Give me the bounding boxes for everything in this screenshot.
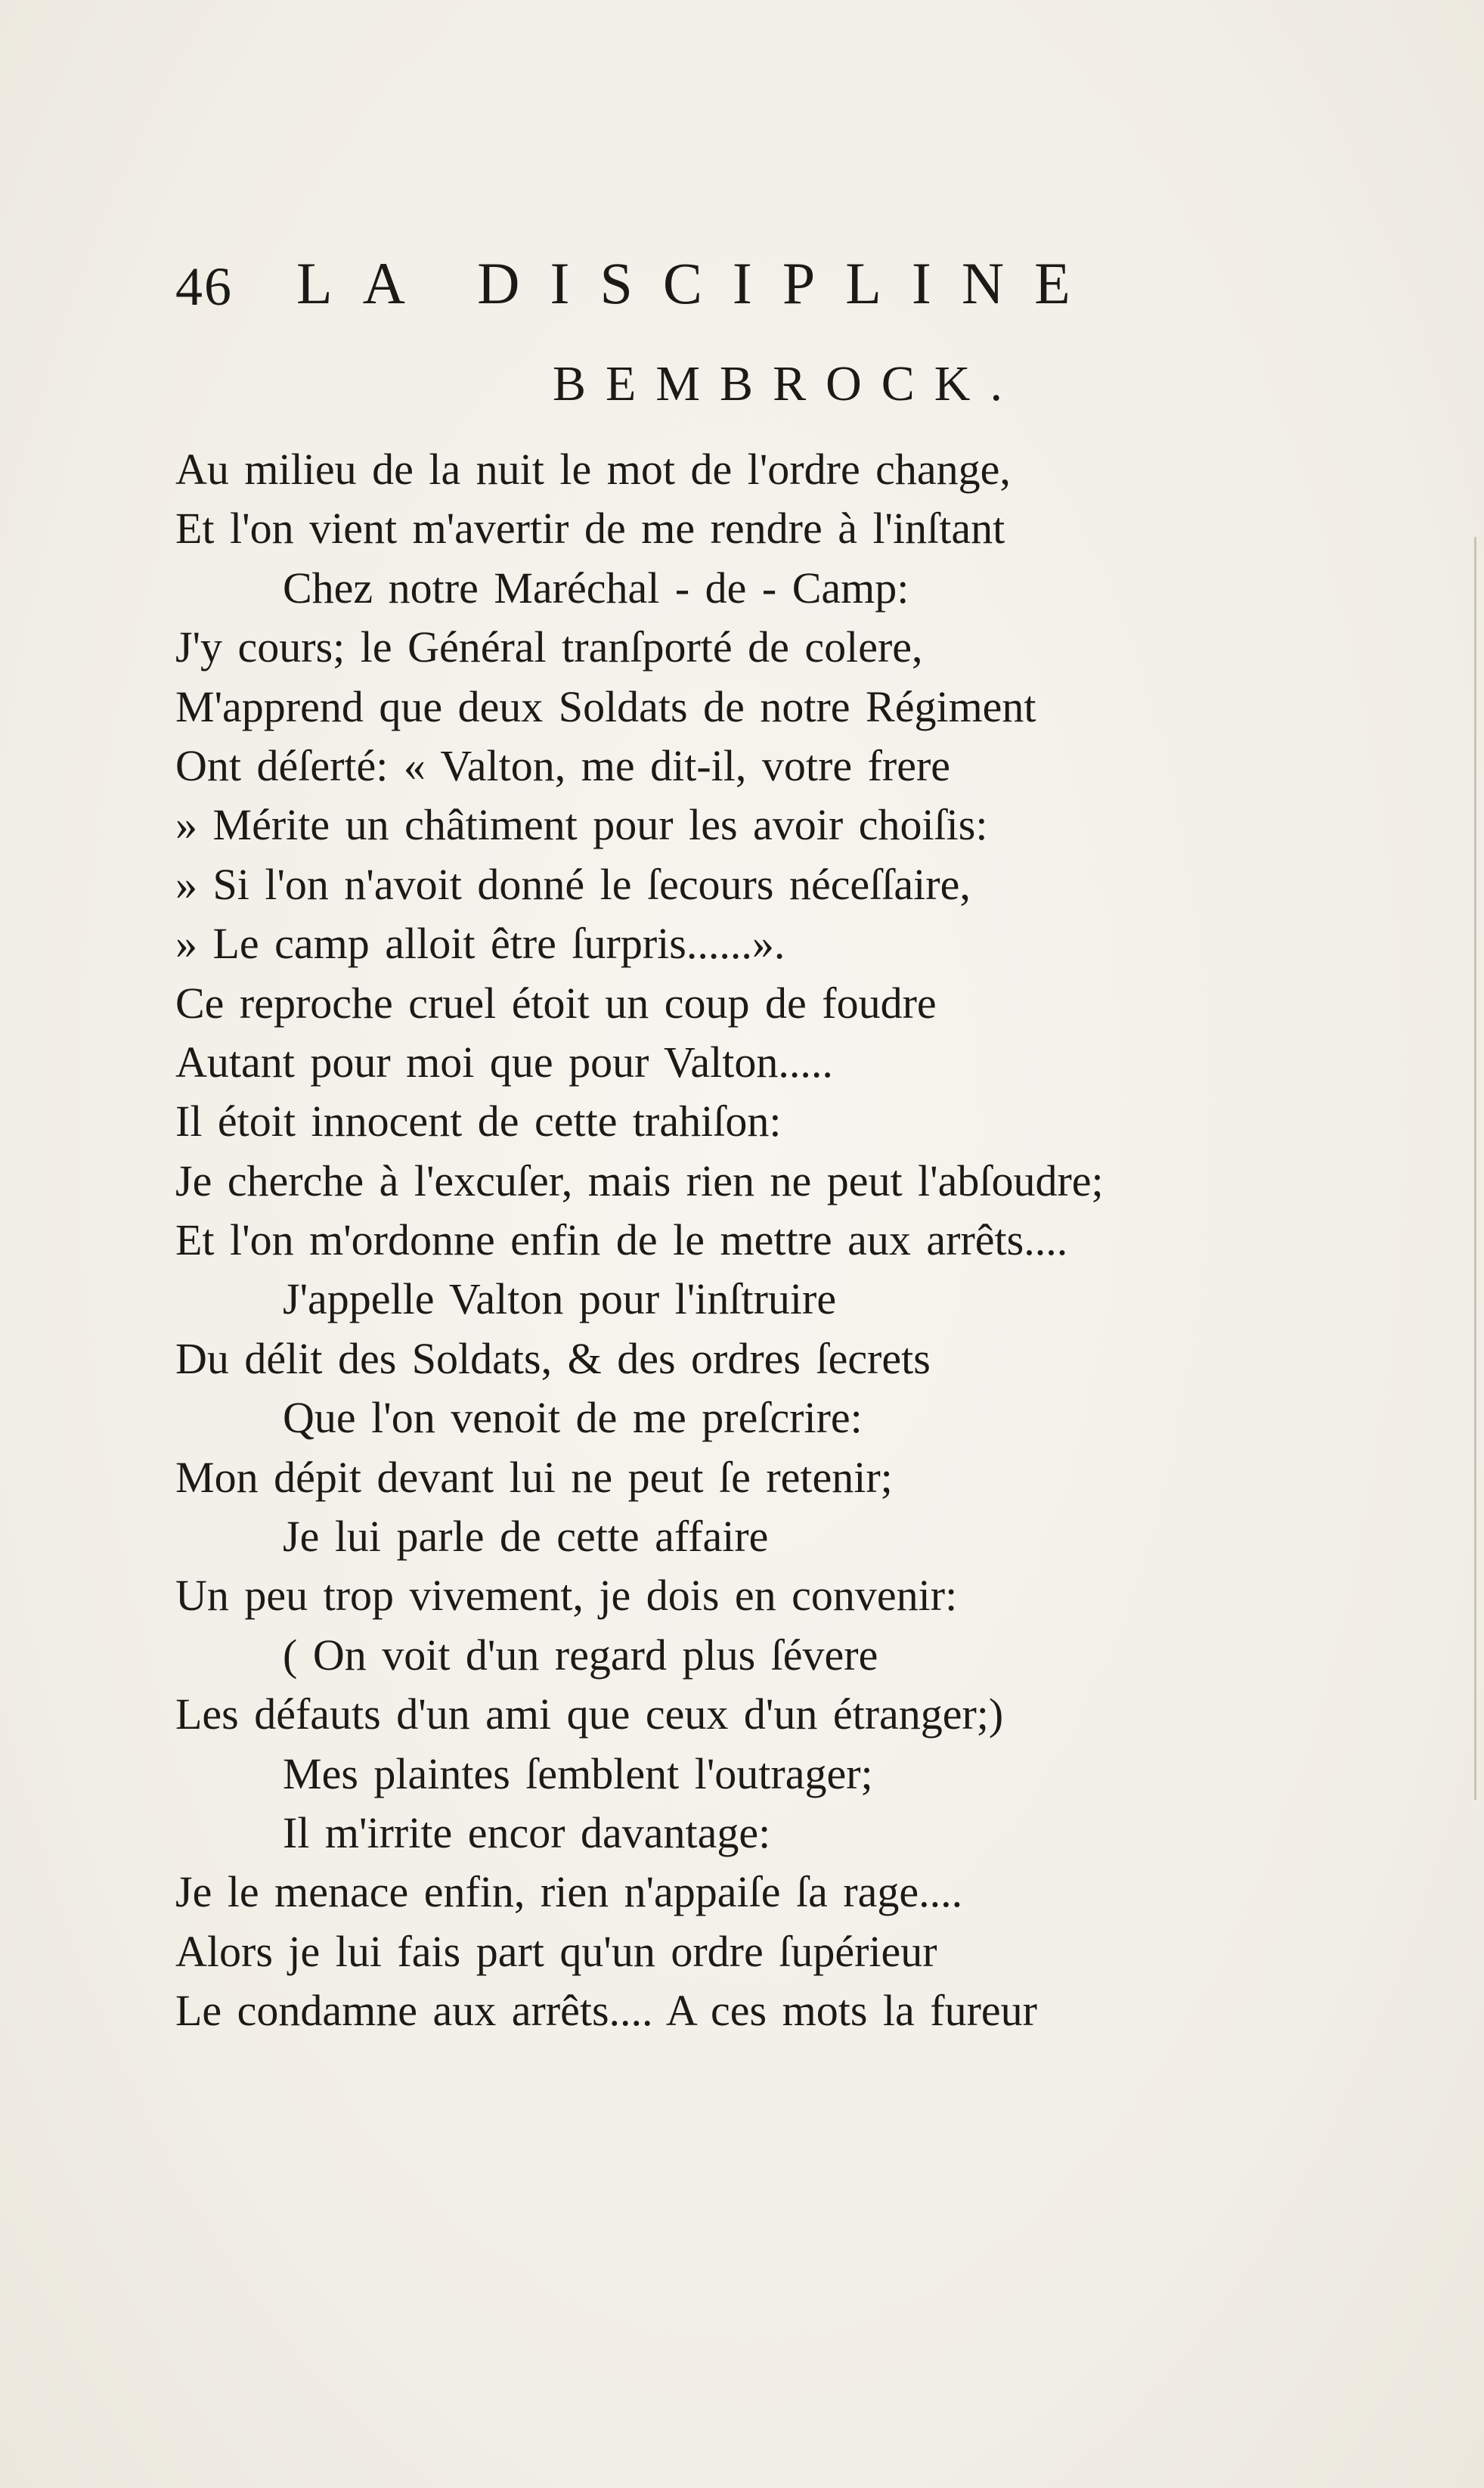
verse-line: J'y cours; le Général tranſporté de colere, bbox=[175, 622, 923, 672]
verse-line: Du délit des Soldats, & des ordres ſecrets bbox=[175, 1333, 931, 1383]
verse-line: Je le menace enfin, rien n'appaiſe ſa rage.... bbox=[175, 1867, 963, 1917]
running-title: LA DISCIPLINE bbox=[296, 250, 1101, 316]
verse-line: Les défauts d'un ami que ceux d'un étranger;) bbox=[175, 1689, 1004, 1739]
verse-line: Alors je lui fais part qu'un ordre ſupérieur bbox=[175, 1926, 937, 1976]
page-header bbox=[175, 242, 1158, 333]
verse-line: ( On voit d'un regard plus ſévere bbox=[283, 1630, 878, 1680]
verse-line: Chez notre Maréchal - de - Camp: bbox=[283, 563, 909, 613]
verse-line: Mes plaintes ſemblent l'outrager; bbox=[283, 1748, 873, 1798]
margin-edge-line bbox=[1474, 537, 1476, 1800]
verse-line: Que l'on venoit de me preſcrire: bbox=[283, 1393, 863, 1443]
verse-block bbox=[175, 440, 1340, 2041]
verse-line: Il m'irrite encor davantage: bbox=[283, 1807, 771, 1857]
verse-line: Un peu trop vivement, je dois en convenir: bbox=[175, 1571, 958, 1621]
speaker-name: BEMBROCK. bbox=[553, 356, 1022, 411]
verse-line: Et l'on m'ordonne enfin de le mettre aux arrêts.... bbox=[175, 1215, 1068, 1265]
verse-line: Je cherche à l'excuſer, mais rien ne peut l'abſoudre; bbox=[175, 1156, 1104, 1205]
verse-line: Autant pour moi que pour Valton..... bbox=[175, 1037, 833, 1087]
page-number: 46 bbox=[175, 256, 233, 317]
verse-line: » Si l'on n'avoit donné le ſecours néceſſaire, bbox=[175, 859, 971, 909]
verse-line: » Mérite un châtiment pour les avoir choiſis: bbox=[175, 800, 988, 850]
verse-line: Il étoit innocent de cette trahiſon: bbox=[175, 1097, 782, 1146]
verse-line: J'appelle Valton pour l'inſtruire bbox=[283, 1274, 837, 1324]
verse-line: Le condamne aux arrêts.... A ces mots la fureur bbox=[175, 1986, 1037, 2036]
verse-line: Mon dépit devant lui ne peut ſe retenir; bbox=[175, 1452, 893, 1502]
verse-line: Ce reproche cruel étoit un coup de foudre bbox=[175, 978, 937, 1028]
verse-line: » Le camp alloit être ſurpris......». bbox=[175, 919, 785, 969]
verse-line: Je lui parle de cette affaire bbox=[283, 1512, 769, 1562]
verse-line: Et l'on vient m'avertir de me rendre à l'inſtant bbox=[175, 504, 1005, 554]
verse-line: M'apprend que deux Soldats de notre Régiment bbox=[175, 681, 1036, 731]
verse-line: Ont déſerté: « Valton, me dit-il, votre frere bbox=[175, 740, 950, 790]
verse-line: Au milieu de la nuit le mot de l'ordre change, bbox=[175, 445, 1011, 494]
